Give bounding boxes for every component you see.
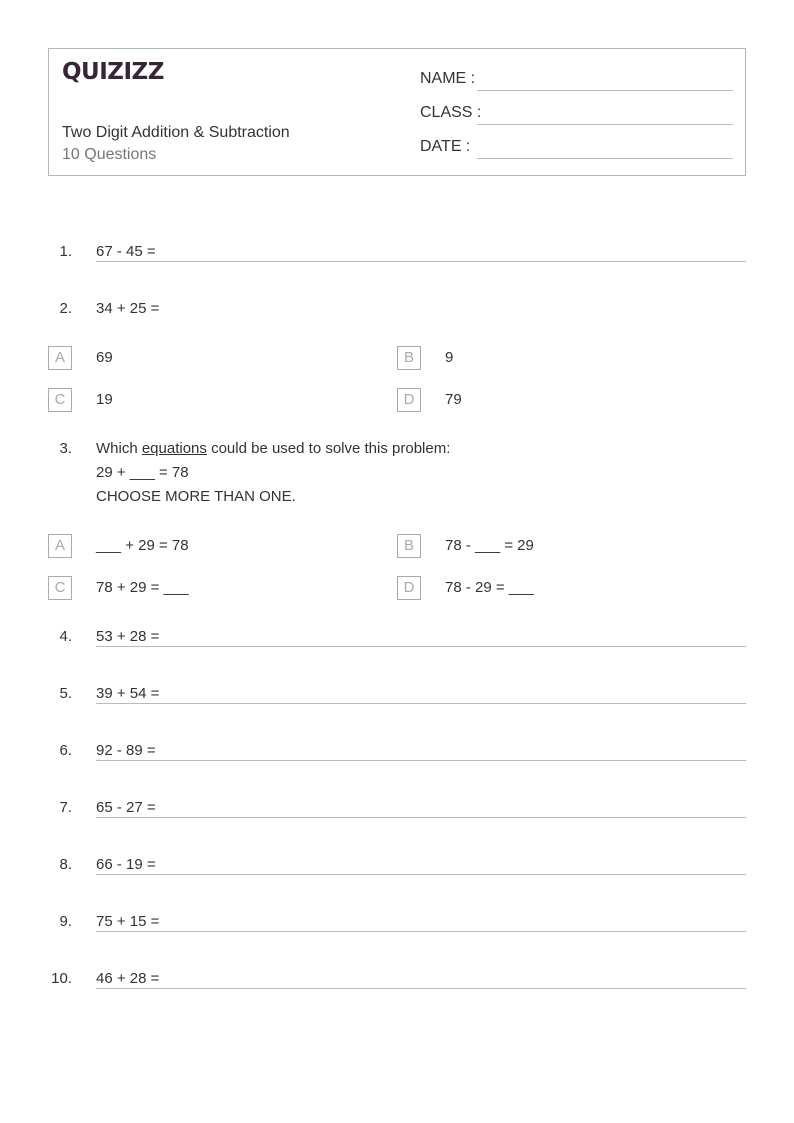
option-letter[interactable]: C <box>48 576 72 600</box>
answer-line[interactable] <box>96 931 746 932</box>
question-number: 6. <box>59 742 72 759</box>
name-label: NAME : <box>420 70 476 87</box>
answer-line[interactable] <box>96 703 746 704</box>
answer-line[interactable] <box>96 988 746 989</box>
underlined-word: equations <box>141 440 207 457</box>
worksheet-title: Two Digit Addition & Subtraction <box>62 124 290 141</box>
class-label: CLASS : <box>420 104 482 121</box>
answer-line[interactable] <box>96 646 746 647</box>
option-letter[interactable]: D <box>397 576 421 600</box>
question-number: 8. <box>59 856 72 873</box>
worksheet-header <box>48 48 746 176</box>
option-text: 78 + 29 = ___ <box>96 579 189 596</box>
question-instruction: CHOOSE MORE THAN ONE. <box>96 488 296 505</box>
option-letter[interactable]: A <box>48 534 72 558</box>
option-letter[interactable]: B <box>397 346 421 370</box>
question-number: 5. <box>59 685 72 702</box>
option-text: ___ + 29 = 78 <box>96 537 189 554</box>
option-letter[interactable]: D <box>397 388 421 412</box>
question-text: 75 + 15 = <box>96 913 160 930</box>
class-line[interactable] <box>477 124 733 125</box>
question-text: 46 + 28 = <box>96 970 160 987</box>
question-text: 67 - 45 = <box>96 243 156 260</box>
option-text: 69 <box>96 349 113 366</box>
class-field[interactable] <box>420 101 733 125</box>
option-letter[interactable]: A <box>48 346 72 370</box>
question-text-part: could be used to solve this problem: <box>206 440 451 457</box>
name-line[interactable] <box>477 90 733 91</box>
option-text: 79 <box>445 391 462 408</box>
question-number: 3. <box>59 440 72 457</box>
question-text: 65 - 27 = <box>96 799 156 816</box>
question-text: 92 - 89 = <box>96 742 156 759</box>
option-text: 78 - ___ = 29 <box>445 537 534 554</box>
option-text: 19 <box>96 391 113 408</box>
answer-line[interactable] <box>96 760 746 761</box>
question-number: 1. <box>59 243 72 260</box>
question-text <box>96 437 450 509</box>
date-line[interactable] <box>477 158 733 159</box>
question-text: 53 + 28 = <box>96 628 160 645</box>
question-text-part: Which <box>96 440 142 457</box>
date-field[interactable] <box>420 135 733 159</box>
question-text: 39 + 54 = <box>96 685 160 702</box>
answer-line[interactable] <box>96 874 746 875</box>
question-number: 4. <box>59 628 72 645</box>
name-field[interactable] <box>420 67 733 91</box>
question-number: 7. <box>59 799 72 816</box>
answer-line[interactable] <box>96 817 746 818</box>
question-text: 66 - 19 = <box>96 856 156 873</box>
answer-line[interactable] <box>96 261 746 262</box>
option-letter[interactable]: C <box>48 388 72 412</box>
question-number: 9. <box>59 913 72 930</box>
option-text: 9 <box>445 349 454 366</box>
option-text: 78 - 29 = ___ <box>445 579 534 596</box>
date-label: DATE : <box>420 138 471 155</box>
question-count: 10 Questions <box>62 146 157 163</box>
quizizz-logo: QUIZIZZ <box>62 59 164 85</box>
question-number: 10. <box>51 970 72 987</box>
question-number: 2. <box>59 300 72 317</box>
question-equation: 29 + ___ = 78 <box>96 464 189 481</box>
question-text: 34 + 25 = <box>96 300 160 317</box>
option-letter[interactable]: B <box>397 534 421 558</box>
